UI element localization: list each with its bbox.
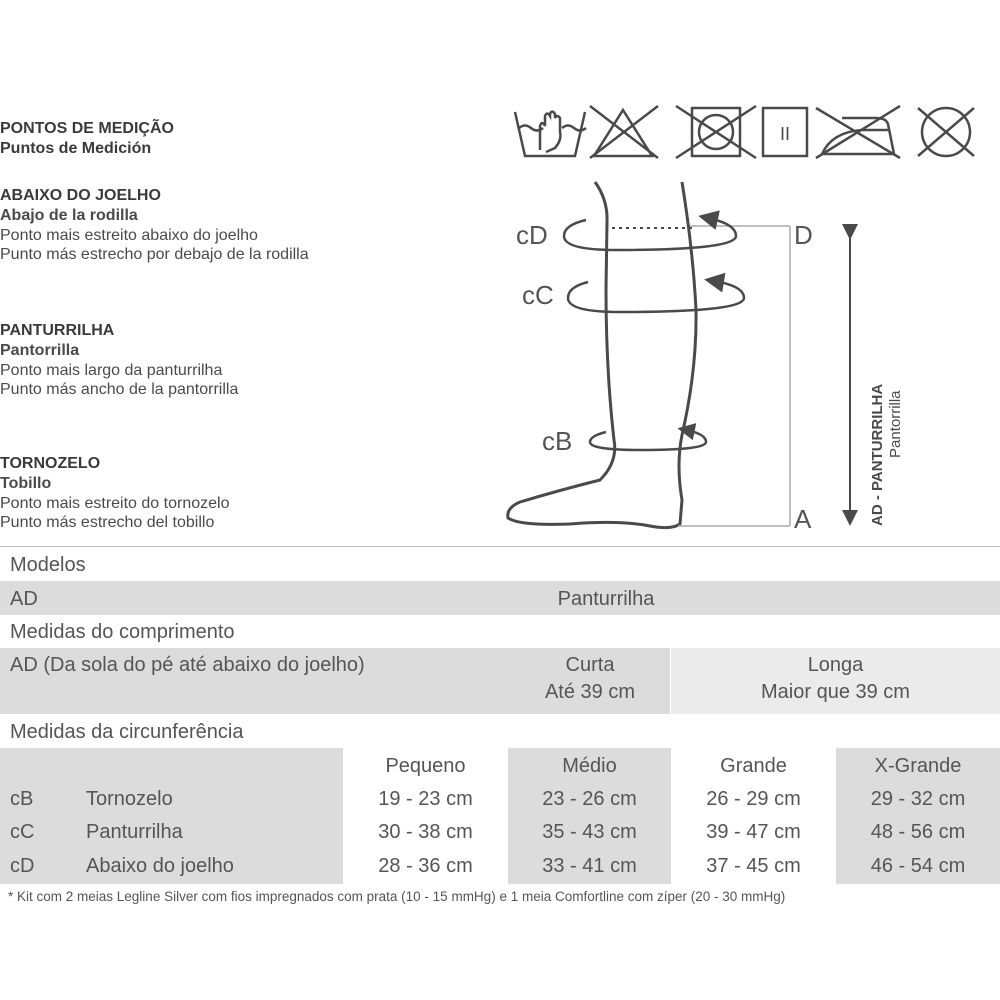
no-bleach-icon: [590, 106, 658, 158]
row-name: Abaixo do joelho: [86, 855, 234, 877]
table-cell: 30 - 38 cm: [378, 821, 473, 843]
table-cell: 33 - 41 cm: [542, 855, 637, 877]
size-header-xgrande: X-Grande: [874, 755, 962, 777]
cb-arrow: [590, 430, 706, 450]
no-tumble-dry-icon: [676, 106, 756, 158]
no-dry-clean-icon: [918, 108, 974, 156]
footnote: * Kit com 2 meias Legline Silver com fios impregnados com prata (10 - 15 mmHg) e 1 meia Comfortline com zíper (20 - 30 mmHg): [8, 889, 786, 904]
table-cell: 46 - 54 cm: [870, 855, 966, 877]
length-description: AD (Da sola do pé até abaixo do joelho): [10, 654, 365, 676]
table-cell: 39 - 47 cm: [706, 821, 801, 843]
cd-arrow: [564, 218, 736, 250]
point-d-label: D: [794, 220, 813, 250]
model-row: [0, 581, 1000, 615]
section-ankle-line2: Punto más estrecho del tobillo: [0, 514, 215, 531]
line-dry-label: II: [779, 124, 791, 144]
length-longa: Longa: [807, 654, 864, 676]
care-icons: [510, 98, 980, 164]
section-calf-line1: Ponto mais largo da panturrilha: [0, 362, 223, 379]
table-cell: 26 - 29 cm: [706, 788, 801, 810]
table-cell: 29 - 32 cm: [870, 788, 966, 810]
section-ankle-line1: Ponto mais estreito do tornozelo: [0, 495, 230, 512]
cc-arrow: [568, 281, 744, 312]
model-code: AD: [10, 588, 38, 610]
height-label: AD - PANTURRILHA: [869, 383, 886, 526]
length-longa-value: Maior que 39 cm: [761, 681, 910, 703]
size-header-grande: Grande: [720, 755, 787, 777]
no-iron-icon: [816, 106, 900, 158]
line-dry-icon: [763, 108, 807, 156]
cb-label: cB: [542, 426, 573, 456]
table-cell: 23 - 26 cm: [542, 788, 637, 810]
point-a-label: A: [794, 504, 812, 534]
length-curta: Curta: [565, 654, 615, 676]
model-type: Panturrilha: [557, 588, 655, 610]
table-cell: 48 - 56 cm: [870, 821, 966, 843]
measure-points-subtitle: Puntos de Medición: [0, 140, 152, 157]
table-cell: 35 - 43 cm: [542, 821, 637, 843]
section-calf-subtitle: Pantorrilla: [0, 342, 80, 359]
row-code: cD: [10, 855, 35, 877]
hand-wash-icon: [515, 112, 586, 157]
measure-points-title: PONTOS DE MEDIÇÃO: [0, 120, 174, 137]
section-below-knee-line2: Punto más estrecho por debajo de la rodilla: [0, 246, 309, 263]
table-cell: 37 - 45 cm: [706, 855, 801, 877]
row-name: Tornozelo: [86, 788, 173, 810]
cc-label: cC: [522, 280, 554, 310]
models-label: Modelos: [10, 554, 86, 576]
circ-label: Medidas da circunferência: [10, 721, 244, 743]
table-cell: 19 - 23 cm: [378, 788, 473, 810]
length-label: Medidas do comprimento: [10, 621, 235, 643]
table-cell: 28 - 36 cm: [378, 855, 473, 877]
table-top-rule: [0, 546, 1000, 547]
section-below-knee-title: ABAIXO DO JOELHO: [0, 187, 161, 204]
height-sublabel: Pantorrilla: [887, 390, 904, 458]
section-calf-title: PANTURRILHA: [0, 322, 115, 339]
row-code: cC: [10, 821, 35, 843]
leg-diagram: [500, 170, 940, 540]
section-calf-line2: Punto más ancho de la pantorrilla: [0, 381, 239, 398]
row-name: Panturrilha: [86, 821, 183, 843]
section-ankle-subtitle: Tobillo: [0, 475, 52, 492]
size-header-medio: Médio: [562, 755, 617, 777]
cd-label: cD: [516, 220, 548, 250]
section-ankle-title: TORNOZELO: [0, 455, 101, 472]
length-curta-value: Até 39 cm: [544, 681, 636, 703]
size-header-pequeno: Pequeno: [385, 755, 466, 777]
row-code: cB: [10, 788, 34, 810]
section-below-knee-subtitle: Abajo de la rodilla: [0, 207, 138, 224]
section-below-knee-line1: Ponto mais estreito abaixo do joelho: [0, 227, 258, 244]
